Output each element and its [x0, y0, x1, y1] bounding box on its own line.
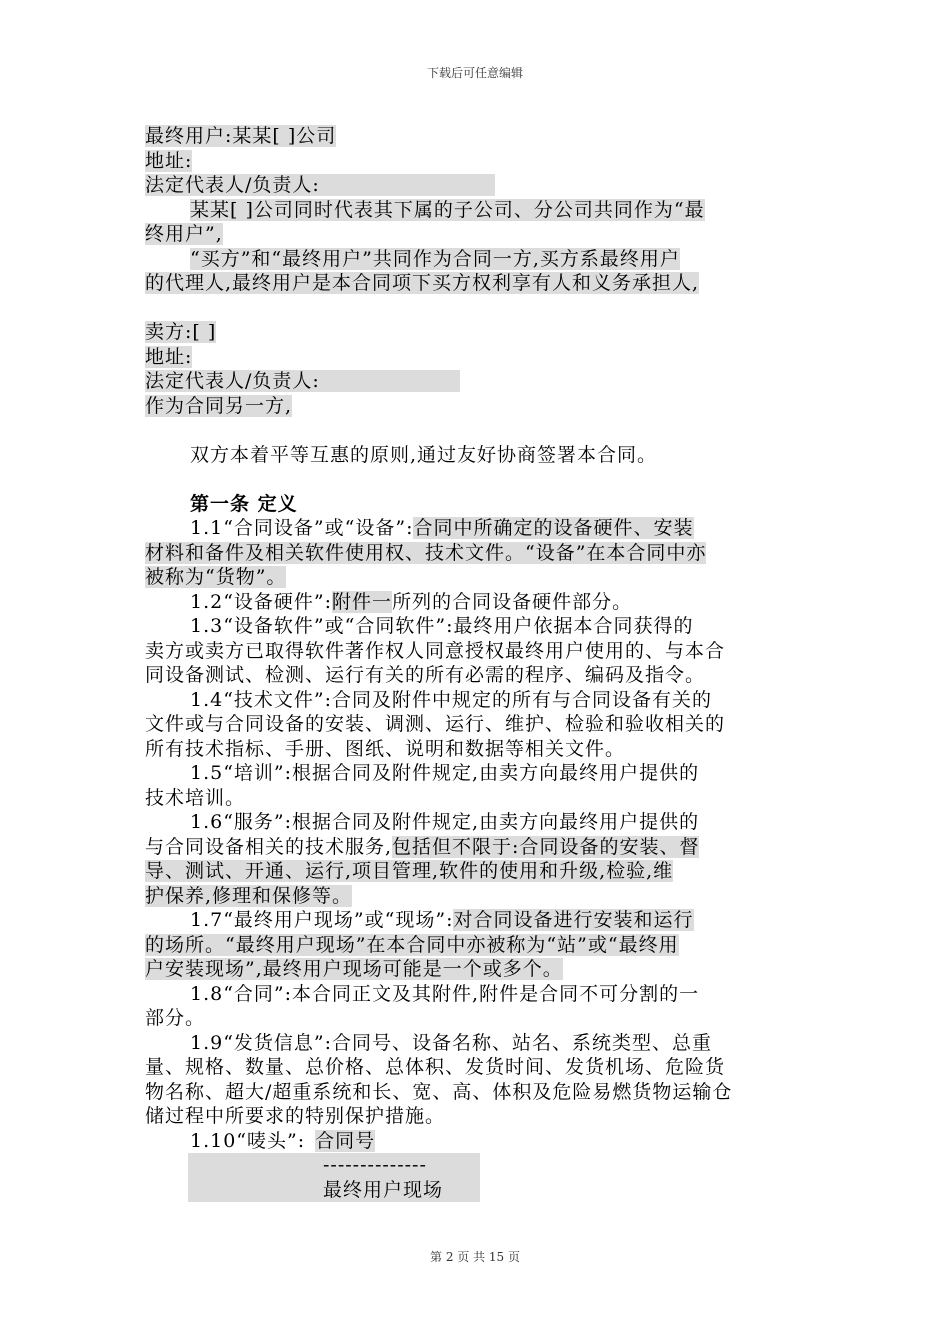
seller: 卖方:[ ] [145, 321, 217, 343]
def-1-5-text: 1.5“培训”:根据合同及附件规定,由卖方向最终用户提供的 [190, 762, 700, 784]
shipping-mark-site-row [188, 1178, 480, 1203]
seller-representative: 法定代表人/负责人: [145, 370, 460, 392]
shipping-mark-site: 最终用户现场 [323, 1178, 444, 1201]
def-1-9-text-3: 物名称、超大/超重系统和长、宽、高、体积及危险易燃货物运输仓 [145, 1080, 733, 1103]
def-1-3-text: 1.3“设备软件”或“合同软件”:最终用户依据本合同获得的 [190, 615, 694, 637]
def-1-2-term: 1.2“设备硬件”: [190, 590, 333, 613]
end-user-address: 地址: [145, 149, 193, 172]
shipping-mark-contract-no: 合同号 [315, 1129, 376, 1152]
def-1-2-annex: 附件一 [332, 590, 393, 613]
def-1-8-text: 1.8“合同”:本合同正文及其附件,附件是合同不可分割的一 [190, 982, 700, 1005]
def-1-6-text-2: 与合同设备相关的技术服务, [145, 835, 393, 858]
def-1-6-text-4: 护保养,修理和保修等。 [145, 884, 353, 907]
buyer-end-user: 最终用户:某某[ ]公司 [145, 125, 337, 147]
def-1-4-text-3: 所有技术指标、手册、图纸、说明和数据等相关文件。 [145, 737, 626, 760]
seller-other-party: 作为合同另一方, [145, 394, 293, 417]
article-1-title: 第一条 定义 [190, 492, 298, 515]
def-1-1-text-3: 被称为“货物”。 [145, 566, 287, 588]
def-1-6-text-3: 导、测试、开通、运行,项目管理,软件的使用和升级,检验,维 [145, 860, 674, 882]
def-1-3-text-2: 卖方或卖方已取得软件著作权人同意授权最终用户使用的、与本合 [145, 639, 726, 662]
buyer-statement: “买方”和“最终用户”共同作为合同一方,买方系最终用户 [190, 247, 680, 270]
page-footer: 第 2 页 共 15 页 [430, 1250, 520, 1264]
def-1-10-term: 1.10“唛头”: [190, 1129, 306, 1152]
shipping-mark-separator-row [188, 1153, 480, 1178]
def-1-5-text-2: 技术培训。 [145, 786, 246, 809]
page-header: 下载后可任意编辑 [426, 66, 523, 80]
def-1-1-term: 1.1“合同设备”或“设备”: [190, 517, 414, 539]
def-1-1-text: 合同中所确定的设备硬件、安装 [413, 517, 694, 539]
def-1-4-text-2: 文件或与合同设备的安装、调测、运行、维护、检验和验收相关的 [145, 713, 726, 735]
def-1-6-text-hl: 包括但不限于:合同设备的安装、督 [392, 835, 700, 858]
def-1-2-text: 所列的合同设备硬件部分。 [392, 590, 633, 613]
shipping-mark-separator: -------------- [323, 1154, 427, 1176]
def-1-7-text: 对合同设备进行安装和运行 [453, 909, 694, 931]
def-1-7-text-2: 的场所。“最终用户现场”在本合同中亦被称为“站”或“最终用 [145, 933, 679, 956]
end-user-representative: 法定代表人/负责人: [145, 174, 495, 196]
def-1-7-term: 1.7“最终用户现场”或“现场”: [190, 909, 454, 931]
def-1-8-text-2: 部分。 [145, 1007, 206, 1029]
buyer-statement-cont: 的代理人,最终用户是本合同项下买方权利享有人和义务承担人, [145, 272, 700, 294]
def-1-9-text-2: 量、规格、数量、总价格、总体积、发货时间、发货机场、危险货 [145, 1056, 726, 1078]
end-user-statement-cont: 终用户”, [145, 223, 223, 245]
end-user-statement: 某某[ ]公司同时代表其下属的子公司、分公司共同作为“最 [190, 198, 705, 221]
def-1-9-text: 1.9“发货信息”:合同号、设备名称、站名、系统类型、总重 [190, 1031, 713, 1054]
document-body [145, 124, 805, 1202]
def-1-9-text-4: 储过程中所要求的特别保护措施。 [145, 1105, 446, 1127]
seller-address: 地址: [145, 345, 193, 368]
def-1-7-text-3: 户安装现场”,最终用户现场可能是一个或多个。 [145, 958, 563, 980]
def-1-3-text-3: 同设备测试、检测、运行有关的所有必需的程序、编码及指令。 [145, 664, 706, 686]
def-1-6-text: 1.6“服务”:根据合同及附件规定,由卖方向最终用户提供的 [190, 811, 700, 833]
def-1-4-text: 1.4“技术文件”:合同及附件中规定的所有与合同设备有关的 [190, 688, 713, 711]
def-1-1-text-2: 材料和备件及相关软件使用权、技术文件。“设备”在本合同中亦 [145, 541, 707, 564]
agreement-statement: 双方本着平等互惠的原则,通过友好协商签署本合同。 [190, 443, 658, 466]
